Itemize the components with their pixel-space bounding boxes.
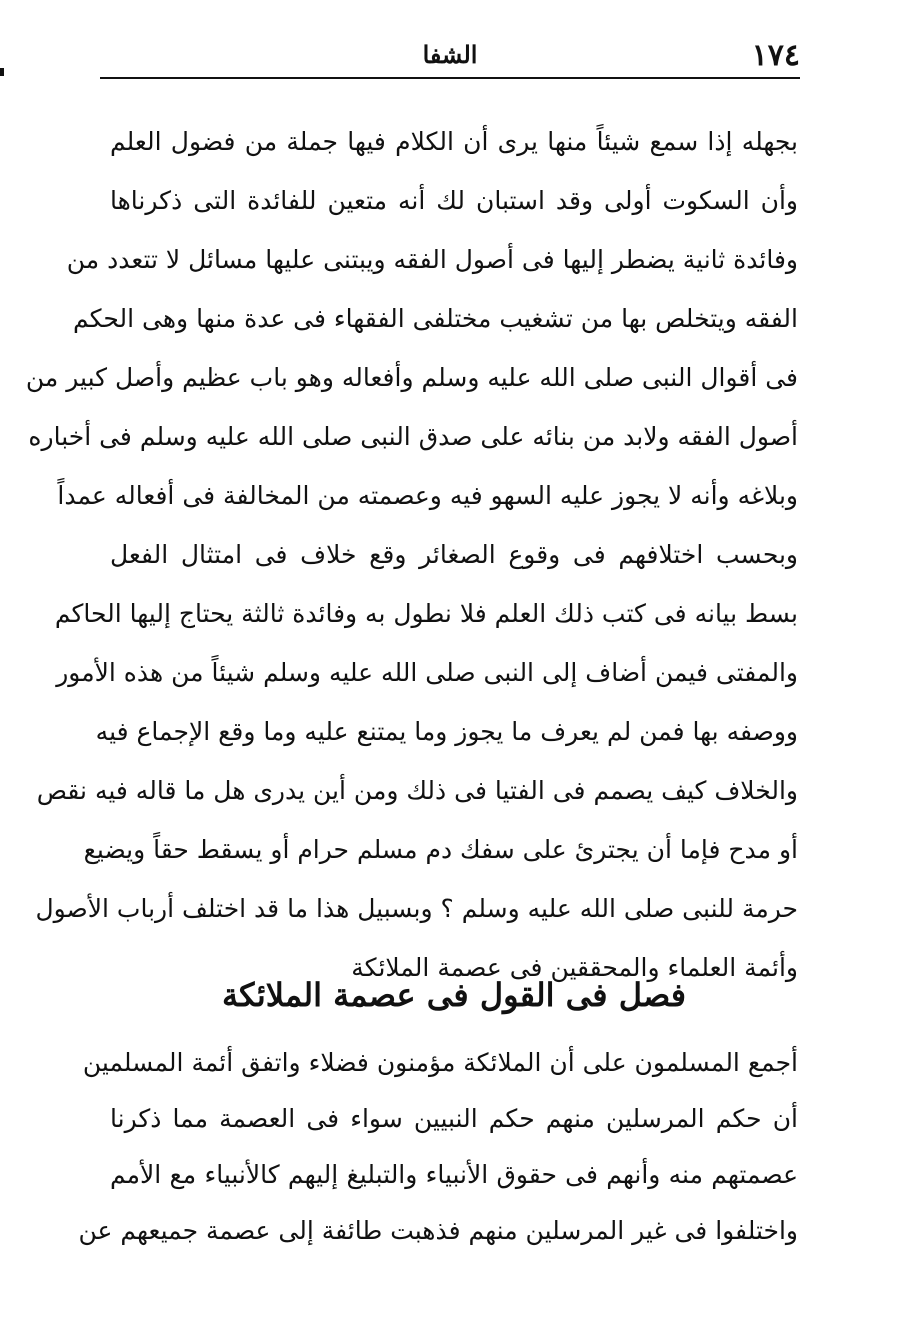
text-line: عصمتهم منه وأنهم فى حقوق الأنبياء والتبليغ إليهم كالأنبياء مع الأمم: [110, 1160, 798, 1189]
text-line: فى أقوال النبى صلى الله عليه وسلم وأفعاله وهو باب عظيم وأصل كبير من: [25, 363, 798, 392]
text-line: وأئمة العلماء والمحققين فى عصمة الملائكة: [351, 953, 798, 982]
section-text: [78, 1035, 798, 1259]
text-line: ووصفه بها فمن لم يعرف ما يجوز وما يمتنع عليه وما وقع الإجماع فيه: [95, 717, 798, 746]
text-line: أن حكم المرسلين منهم حكم النبيين سواء فى العصمة مما ذكرنا: [110, 1104, 798, 1133]
text-line: وبحسب اختلافهم فى وقوع الصغائر وقع خلاف فى امتثال الفعل: [110, 540, 798, 569]
header-rule: [100, 77, 800, 79]
text-line: أصول الفقه ولابد من بنائه على صدق النبى صلى الله عليه وسلم فى أخباره: [28, 422, 798, 451]
section-heading: فصل فى القول فى عصمة الملائكة: [222, 976, 686, 1014]
page-number: ١٧٤: [751, 38, 800, 73]
text-line: واختلفوا فى غير المرسلين منهم فذهبت طائفة إلى عصمة جميعهم عن: [78, 1216, 798, 1245]
text-line: حرمة للنبى صلى الله عليه وسلم ؟ وبسبيل هذا ما قد اختلف أرباب الأصول: [35, 894, 798, 923]
text-line: أو مدح فإما أن يجترئ على سفك دم مسلم حرام أو يسقط حقاً ويضيع: [83, 835, 798, 864]
text-line: وأن السكوت أولى وقد استبان لك أنه متعين للفائدة التى ذكرناها: [110, 186, 798, 215]
text-line: وفائدة ثانية يضطر إليها فى أصول الفقه ويبتنى عليها مسائل لا تتعدد من: [66, 245, 798, 274]
running-title: الشفا: [422, 40, 478, 69]
page-header: [100, 36, 800, 76]
text-line: بجهله إذا سمع شيئاً منها يرى أن الكلام فيها جملة من فضول العلم: [110, 127, 798, 156]
text-line: وبلاغه وأنه لا يجوز عليه السهو فيه وعصمته من المخالفة فى أفعاله عمداً: [57, 481, 798, 510]
text-line: الفقه ويتخلص بها من تشغيب مختلفى الفقهاء فى عدة منها وهى الحكم: [72, 304, 798, 333]
margin-mark: [0, 68, 4, 76]
body-text: [25, 112, 798, 997]
text-line: أجمع المسلمون على أن الملائكة مؤمنون فضلاء واتفق أئمة المسلمين: [82, 1048, 798, 1077]
text-line: والمفتى فيمن أضاف إلى النبى صلى الله عليه وسلم شيئاً من هذه الأمور: [56, 658, 798, 687]
text-line: والخلاف كيف يصمم فى الفتيا فى ذلك ومن أين يدرى هل ما قاله فيه نقص: [36, 776, 798, 805]
text-line: بسط بيانه فى كتب ذلك العلم فلا نطول به وفائدة ثالثة يحتاج إليها الحاكم: [54, 599, 798, 628]
